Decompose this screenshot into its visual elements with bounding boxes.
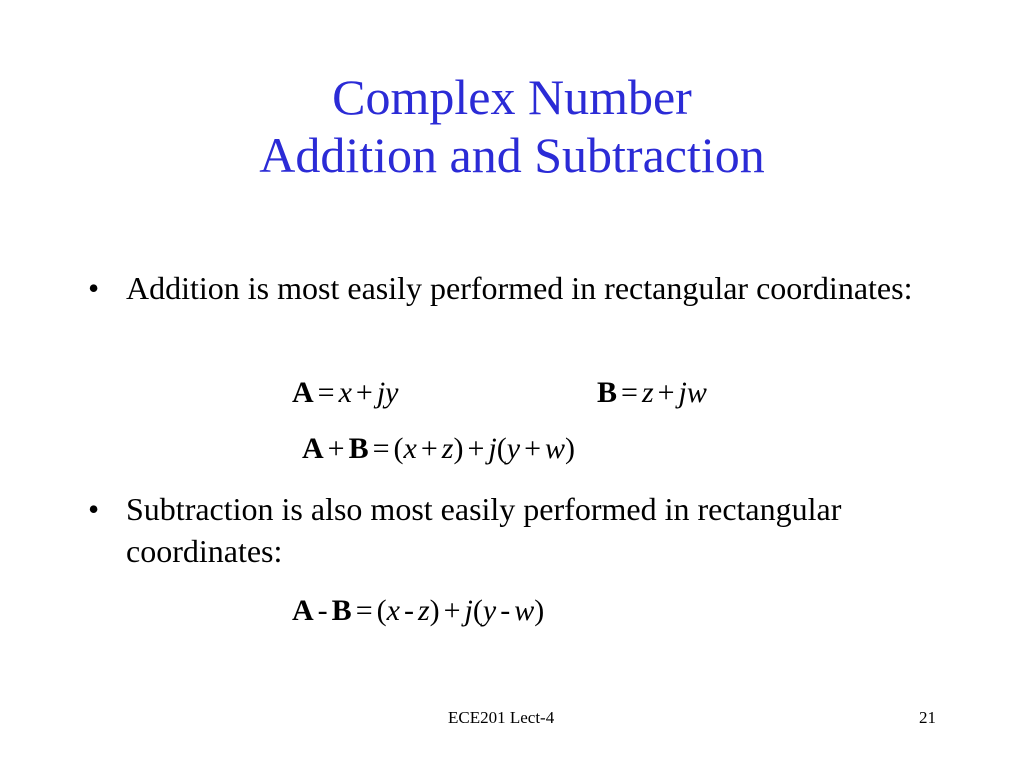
equation-b-definition — [597, 375, 707, 411]
eq-var-j: j — [464, 594, 473, 627]
eq-paren-close: ) — [453, 432, 464, 465]
eq-var-w: w — [544, 432, 565, 465]
eq-paren-close: ) — [565, 432, 575, 465]
eq-symbol-b: B — [331, 594, 352, 627]
equation-a-definition — [292, 375, 399, 411]
eq-equals: = — [317, 376, 335, 409]
eq-symbol-a: A — [302, 432, 324, 465]
eq-symbol-b: B — [597, 376, 618, 409]
eq-paren-open: ( — [376, 594, 387, 627]
eq-var-y: y — [506, 432, 521, 465]
equation-sum — [302, 431, 575, 467]
eq-var-jw: jw — [678, 376, 707, 409]
eq-var-x: x — [338, 376, 352, 409]
title-line-2: Addition and Subtraction — [259, 127, 765, 183]
slide-title — [0, 68, 1024, 184]
eq-minus: - — [317, 594, 328, 627]
footer-lecture-label: ECE201 Lect-4 — [448, 708, 555, 727]
eq-var-z: z — [441, 432, 454, 465]
eq-var-x: x — [403, 432, 417, 465]
eq-paren-open: ( — [393, 432, 404, 465]
eq-var-x: x — [386, 594, 400, 627]
eq-paren-open: ( — [496, 432, 507, 465]
eq-plus: + — [657, 376, 675, 409]
title-line-1: Complex Number — [332, 69, 692, 125]
eq-var-y: y — [482, 594, 497, 627]
eq-plus: + — [420, 432, 438, 465]
bullet-marker: • — [88, 491, 100, 527]
eq-equals: = — [372, 432, 390, 465]
eq-symbol-a: A — [292, 376, 314, 409]
eq-plus: + — [327, 432, 345, 465]
eq-symbol-a: A — [292, 594, 314, 627]
eq-minus: - — [403, 594, 414, 627]
eq-equals: = — [355, 594, 373, 627]
eq-paren-close: ) — [534, 594, 545, 627]
eq-minus: - — [500, 594, 511, 627]
bullet-addition — [88, 267, 948, 309]
eq-var-z: z — [417, 594, 430, 627]
eq-var-w: w — [514, 594, 535, 627]
equation-difference — [292, 593, 544, 629]
eq-plus: + — [467, 432, 485, 465]
eq-equals: = — [621, 376, 638, 409]
bullet-subtraction — [88, 488, 948, 572]
eq-var-z: z — [641, 376, 654, 409]
eq-plus: + — [443, 594, 461, 627]
eq-plus: + — [524, 432, 541, 465]
eq-var-j: j — [488, 432, 497, 465]
footer-page-number: 21 — [919, 708, 936, 727]
eq-plus: + — [355, 376, 373, 409]
eq-paren-close: ) — [429, 594, 440, 627]
bullet-text: Subtraction is also most easily performed in rectangular coordinates: — [126, 491, 842, 569]
bullet-marker: • — [88, 270, 100, 306]
eq-symbol-b: B — [348, 432, 369, 465]
eq-var-jy: jy — [376, 376, 399, 409]
bullet-text: Addition is most easily performed in rectangular coordinates: — [126, 270, 913, 306]
eq-paren-open: ( — [472, 594, 483, 627]
